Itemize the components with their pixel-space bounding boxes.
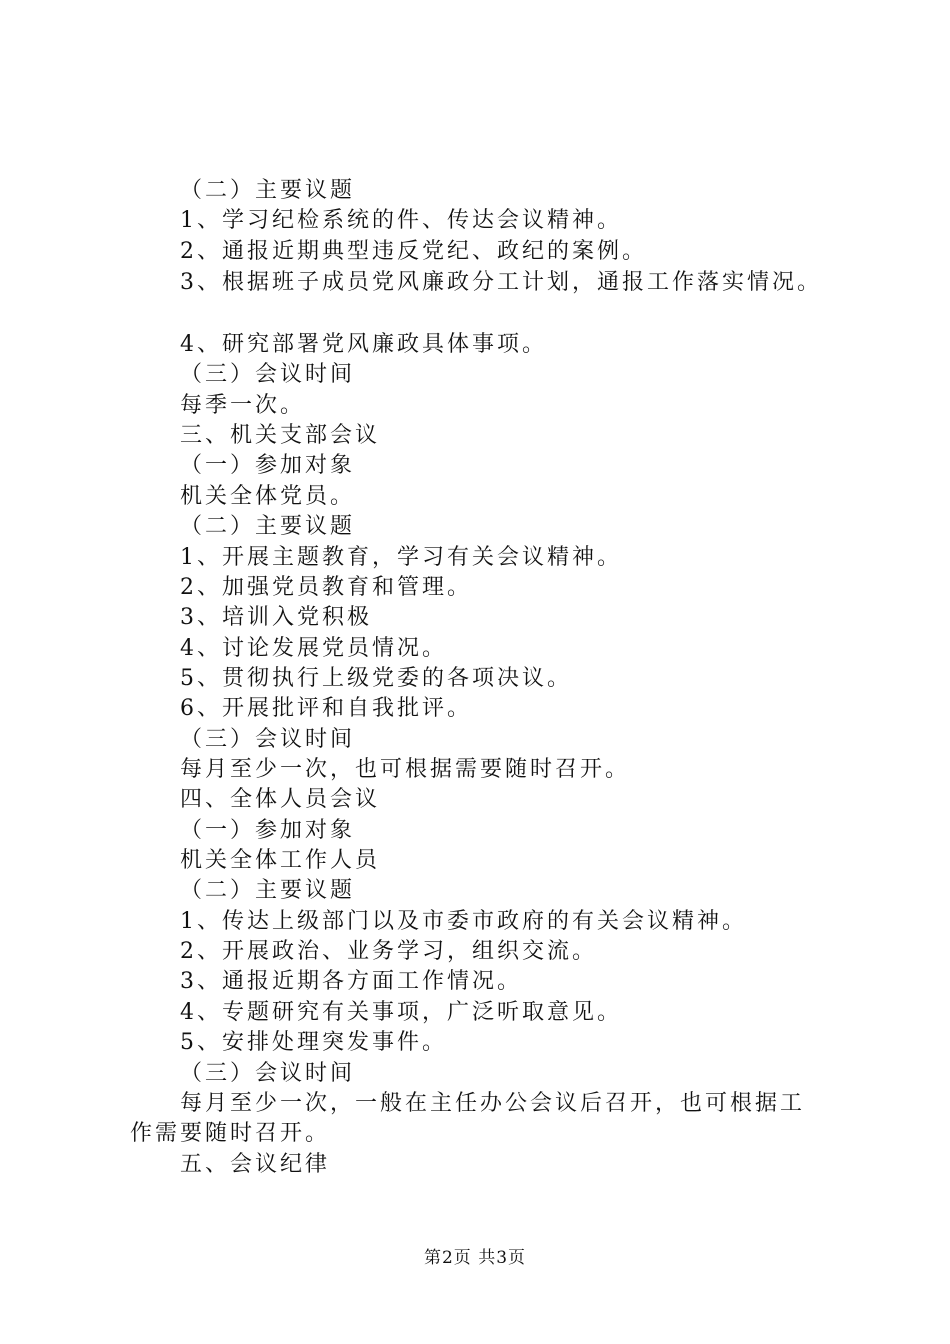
paragraph: 每月至少一次，也可根据需要随时召开。 <box>180 757 631 782</box>
list-item: 1、开展主题教育，学习有关会议精神。 <box>180 545 622 570</box>
section-heading: （三）会议时间 <box>180 727 356 752</box>
list-item: 5、安排处理突发事件。 <box>180 1030 447 1055</box>
paragraph: 机关全体党员。 <box>180 484 356 509</box>
list-item: 3、通报近期各方面工作情况。 <box>180 969 522 994</box>
page-footer: 第2页 共3页 <box>423 1248 527 1268</box>
list-item: 3、根据班子成员党风廉政分工计划，通报工作落实情况。 <box>180 270 822 295</box>
list-item: 6、开展批评和自我批评。 <box>180 696 472 721</box>
list-item: 2、加强党员教育和管理。 <box>180 575 472 600</box>
chapter-heading: 五、会议纪律 <box>180 1152 331 1177</box>
section-heading: （三）会议时间 <box>180 1061 356 1086</box>
chapter-heading: 四、全体人员会议 <box>180 787 381 812</box>
section-heading: （一）参加对象 <box>180 818 356 843</box>
paragraph: 机关全体工作人员 <box>180 848 381 873</box>
section-heading: （二）主要议题 <box>180 878 356 903</box>
list-item: 4、专题研究有关事项，广泛听取意见。 <box>180 1000 622 1025</box>
list-item: 4、讨论发展党员情况。 <box>180 636 447 661</box>
list-item: 2、通报近期典型违反党纪、政纪的案例。 <box>180 239 647 264</box>
section-heading: （二）主要议题 <box>180 514 356 539</box>
list-item: 5、贯彻执行上级党委的各项决议。 <box>180 666 572 691</box>
list-item: 1、传达上级部门以及市委市政府的有关会议精神。 <box>180 909 747 934</box>
list-item: 3、培训入党积极 <box>180 605 372 630</box>
paragraph: 每季一次。 <box>180 393 306 418</box>
list-item: 2、开展政治、业务学习，组织交流。 <box>180 939 597 964</box>
list-item: 1、学习纪检系统的件、传达会议精神。 <box>180 208 622 233</box>
section-heading: （三）会议时间 <box>180 362 356 387</box>
section-heading: （二）主要议题 <box>180 178 356 203</box>
wrapped-paragraph: 每月至少一次，一般在主任办公会议后召开，也可根据工作需要随时召开。 <box>130 1091 806 1146</box>
chapter-heading: 三、机关支部会议 <box>180 423 381 448</box>
list-item: 4、研究部署党风廉政具体事项。 <box>180 332 547 357</box>
section-heading: （一）参加对象 <box>180 453 356 478</box>
